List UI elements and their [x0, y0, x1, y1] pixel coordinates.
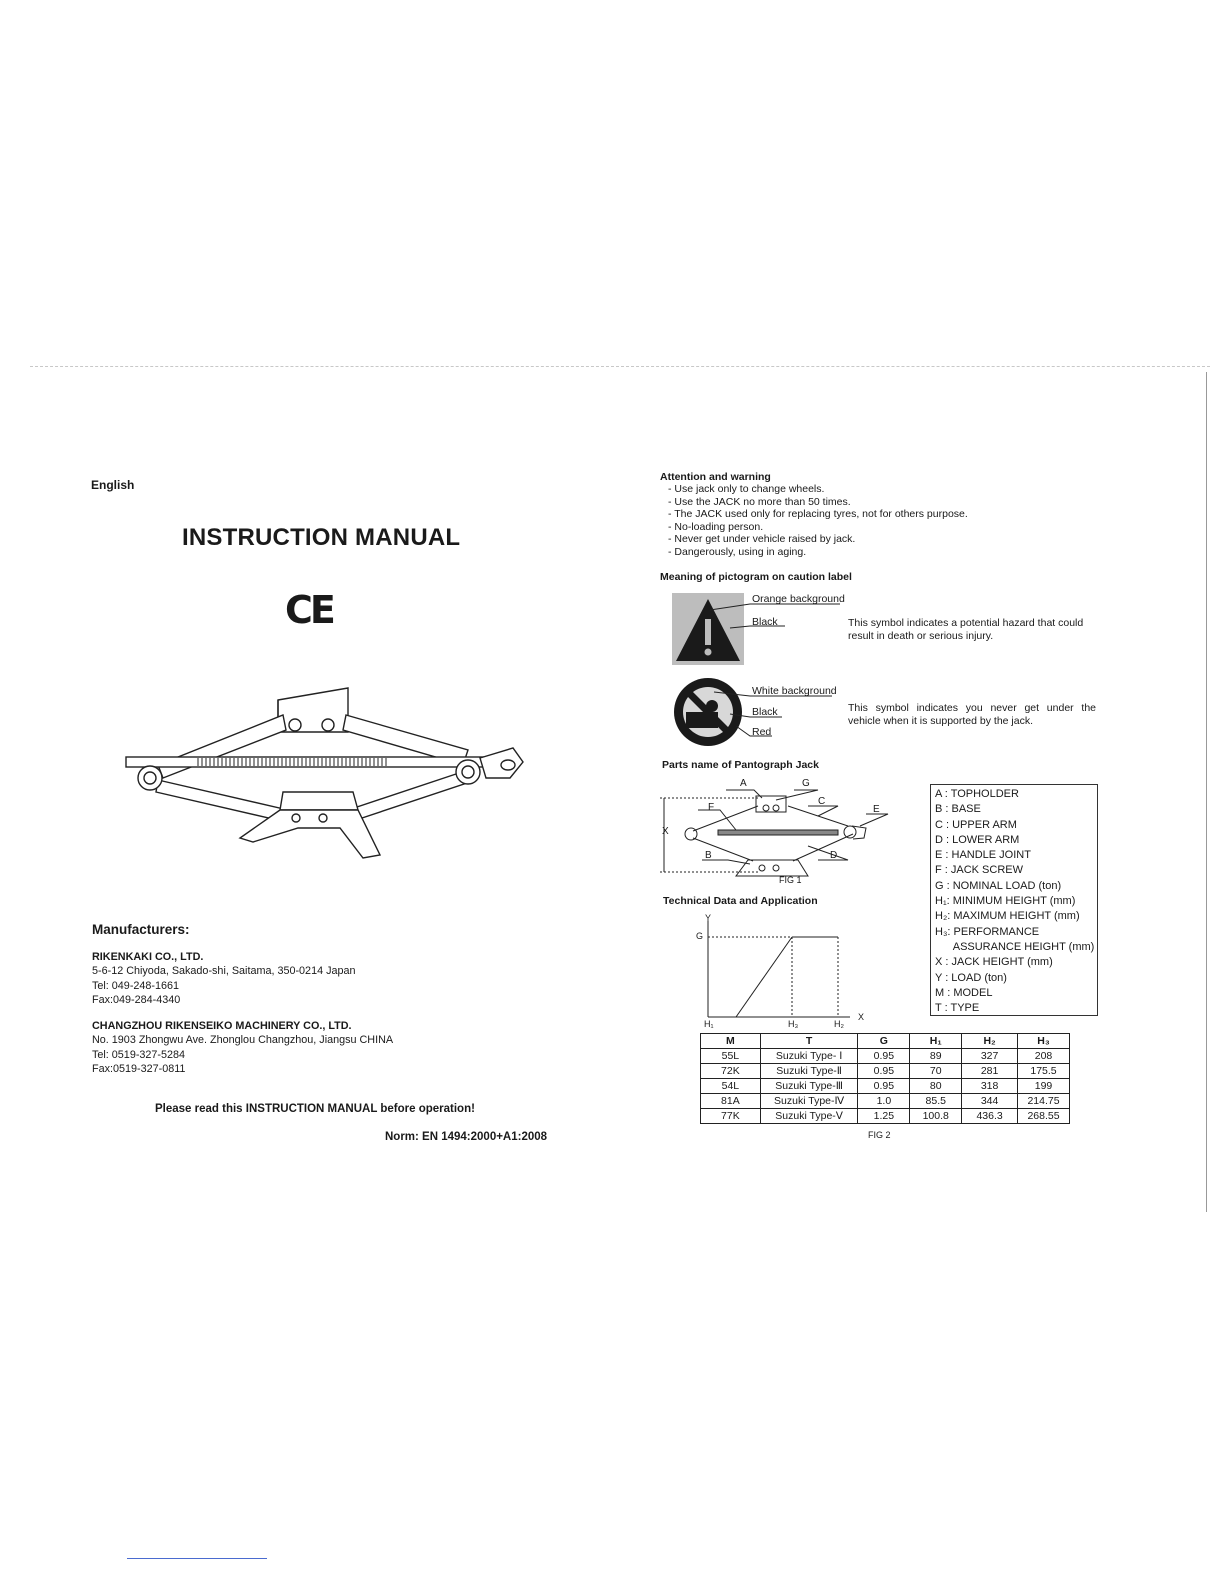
list-item: - Dangerously, using in aging.	[668, 546, 968, 559]
scan-fold-line	[30, 366, 1210, 367]
legend-item: F : JACK SCREW	[935, 864, 1024, 877]
table-header: H₃	[1018, 1034, 1070, 1049]
legend-item: A : TOPHOLDER	[935, 788, 1019, 800]
list-item: - The JACK used only for replacing tyres, not for others purpose.	[668, 508, 968, 521]
scan-edge-line	[1206, 372, 1207, 1212]
manufacturer-2	[92, 1019, 393, 1076]
attention-section	[660, 471, 968, 559]
attention-heading: Attention and warning	[660, 471, 771, 483]
table-header: H₁	[910, 1034, 962, 1049]
scissor-jack-illustration	[118, 670, 538, 865]
table-cell: Suzuki Type-Ⅴ	[760, 1109, 858, 1124]
table-cell: 1.0	[858, 1094, 910, 1109]
parts-legend-box	[930, 784, 1098, 1016]
table-cell: 268.55	[1018, 1109, 1070, 1124]
pictogram1-description: This symbol indicates a potential hazard that could result in death or serious injury.	[848, 617, 1084, 642]
table-header: T	[760, 1034, 858, 1049]
fig1-jack-diagram	[658, 776, 898, 886]
table-cell: 72K	[701, 1064, 761, 1079]
table-cell: 0.95	[858, 1064, 910, 1079]
table-cell: 70	[910, 1064, 962, 1079]
list-item: - Never get under vehicle raised by jack.	[668, 533, 968, 546]
table-cell: 208	[1018, 1049, 1070, 1064]
legend-item: C : UPPER ARM	[935, 818, 1017, 831]
fig1-label-a: A	[740, 778, 747, 789]
manufacturer-1-tel: Tel: 049-248-1661	[92, 979, 180, 992]
language-label: English	[91, 478, 135, 492]
spec-table	[700, 1033, 1070, 1124]
table-cell: 436.3	[962, 1109, 1018, 1124]
table-cell: Suzuki Type-Ⅳ	[760, 1094, 858, 1109]
manufacturers-heading: Manufacturers:	[92, 922, 190, 937]
legend-item: E : HANDLE JOINT	[935, 849, 1031, 862]
legend-item: G : NOMINAL LOAD (ton)	[935, 879, 1062, 892]
table-row	[701, 1109, 1070, 1124]
manufacturer-1-fax: Fax:049-284-4340	[92, 993, 181, 1006]
pictogram2-description: This symbol indicates you never get under the vehicle when it is supported by the jack.	[848, 702, 1096, 727]
table-cell: 80	[910, 1079, 962, 1094]
graph-g-label: G	[696, 931, 704, 941]
legend-item: Y : LOAD (ton)	[935, 971, 1007, 984]
table-cell: Suzuki Type-Ⅲ	[760, 1079, 858, 1094]
pictogram-heading: Meaning of pictogram on caution label	[660, 571, 852, 583]
manufacturer-2-name: CHANGZHOU RIKENSEIKO MACHINERY CO., LTD.	[92, 1020, 352, 1032]
table-cell: 318	[962, 1079, 1018, 1094]
fig1-label-f: F	[708, 802, 715, 813]
table-cell: 327	[962, 1049, 1018, 1064]
legend-item: D : LOWER ARM	[935, 833, 1020, 846]
legend-item: M : MODEL	[935, 986, 993, 999]
table-cell: Suzuki Type-Ⅱ	[760, 1064, 858, 1079]
pictogram1-symbol-label: Black	[752, 616, 778, 628]
table-cell: 77K	[701, 1109, 761, 1124]
fig1-caption: FIG 1	[779, 875, 802, 885]
table-header: H₂	[962, 1034, 1018, 1049]
scan-underline-artifact	[127, 1558, 267, 1559]
legend-item: ASSURANCE HEIGHT (mm)	[935, 940, 1095, 953]
pictogram1-bg-label: Orange background	[752, 593, 845, 605]
ce-mark: CE	[285, 588, 333, 632]
table-row	[701, 1094, 1070, 1109]
legend-item: X : JACK HEIGHT (mm)	[935, 956, 1053, 969]
table-cell: 214.75	[1018, 1094, 1070, 1109]
table-row	[701, 1049, 1070, 1064]
manufacturer-1-name: RIKENKAKI CO., LTD.	[92, 951, 204, 963]
table-header: G	[858, 1034, 910, 1049]
graph-h3-label: H₃	[788, 1019, 799, 1029]
load-graph	[690, 915, 870, 1035]
manufacturer-2-address: No. 1903 Zhongwu Ave. Zhonglou Changzhou, Jiangsu CHINA	[92, 1034, 394, 1047]
table-cell: 0.95	[858, 1049, 910, 1064]
fig2-caption: FIG 2	[868, 1130, 891, 1140]
table-cell: 55L	[701, 1049, 761, 1064]
manufacturer-1	[92, 950, 356, 1007]
tech-data-heading: Technical Data and Application	[663, 895, 818, 907]
table-cell: 344	[962, 1094, 1018, 1109]
table-cell: 281	[962, 1064, 1018, 1079]
warnings-list	[660, 483, 968, 559]
fig1-label-x: X	[662, 826, 669, 837]
table-cell: 0.95	[858, 1079, 910, 1094]
table-cell: 89	[910, 1049, 962, 1064]
graph-h2-label: H₂	[834, 1019, 844, 1029]
table-cell: 1.25	[858, 1109, 910, 1124]
graph-x-axis-label: X	[858, 1012, 865, 1022]
pictogram2-ring-label: Red	[752, 726, 772, 738]
table-cell: 54L	[701, 1079, 761, 1094]
fig1-label-e: E	[873, 804, 880, 815]
table-header: M	[701, 1034, 761, 1049]
fig1-label-d: D	[830, 850, 838, 861]
table-cell: 100.8	[910, 1109, 962, 1124]
list-item: - Use the JACK no more than 50 times.	[668, 496, 968, 509]
read-notice: Please read this INSTRUCTION MANUAL before operation!	[155, 1103, 475, 1115]
manufacturer-2-tel: Tel: 0519-327-5284	[92, 1048, 186, 1061]
fig1-label-b: B	[705, 850, 712, 861]
page-title: INSTRUCTION MANUAL	[182, 524, 461, 551]
legend-item: H₂: MAXIMUM HEIGHT (mm)	[935, 910, 1080, 923]
parts-heading: Parts name of Pantograph Jack	[662, 759, 819, 771]
table-cell: 199	[1018, 1079, 1070, 1094]
list-item: - Use jack only to change wheels.	[668, 483, 968, 496]
list-item: - No-loading person.	[668, 521, 968, 534]
legend-item: H₃: PERFORMANCE	[935, 925, 1040, 938]
table-row	[701, 1079, 1070, 1094]
table-cell: 81A	[701, 1094, 761, 1109]
legend-item: B : BASE	[935, 803, 981, 816]
table-cell: 175.5	[1018, 1064, 1070, 1079]
fig1-label-c: C	[818, 796, 826, 807]
legend-item: T : TYPE	[935, 1002, 980, 1015]
table-row	[701, 1064, 1070, 1079]
legend-item: H₁: MINIMUM HEIGHT (mm)	[935, 895, 1076, 908]
table-cell: 85.5	[910, 1094, 962, 1109]
manufacturer-1-address: 5-6-12 Chiyoda, Sakado-shi, Saitama, 350-0214 Japan	[92, 965, 356, 978]
graph-y-axis-label: Y	[705, 913, 712, 923]
table-cell: Suzuki Type- Ⅰ	[760, 1049, 858, 1064]
pictogram2-symbol-label: Black	[752, 706, 778, 718]
table-header-row	[701, 1034, 1070, 1049]
fig1-label-g: G	[802, 778, 810, 789]
pictogram2-bg-label: White background	[752, 685, 837, 697]
graph-h1-label: H₁	[704, 1019, 714, 1029]
norm-text: Norm: EN 1494:2000+A1:2008	[385, 1131, 548, 1143]
manufacturer-2-fax: Fax:0519-327-0811	[92, 1062, 186, 1075]
